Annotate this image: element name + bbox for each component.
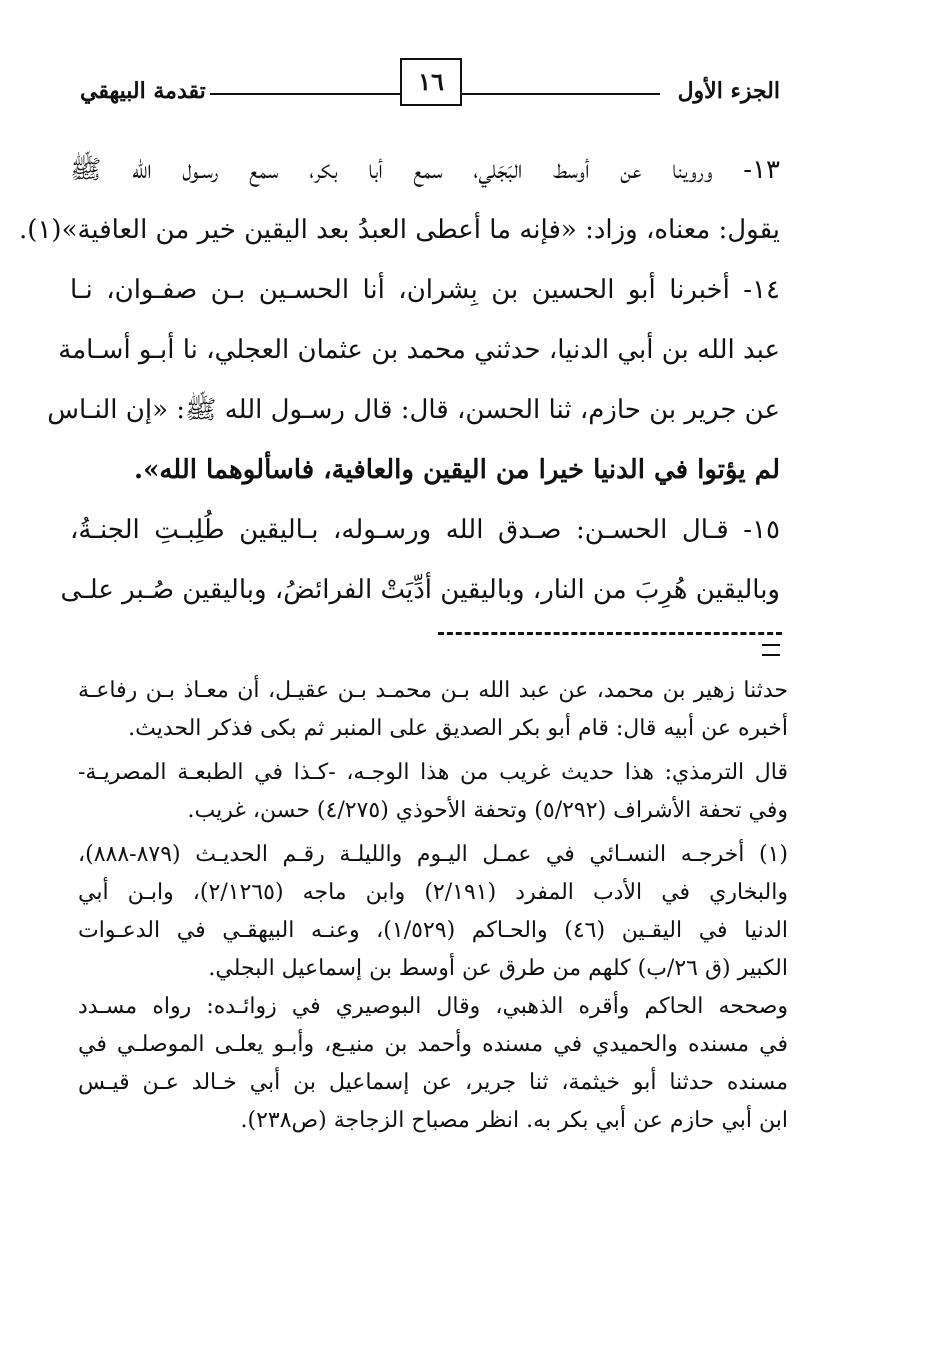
footnote-line: قال الترمذي: هذا حديث غريب من هذا الوجـه، -كـذا في الطبعـة المصريـة- bbox=[78, 760, 788, 785]
text-line: ١٣- وروينا عن أوسط البَجَلي، سمع أبا بكر، سمع رسـول الله ﷺ bbox=[70, 155, 780, 185]
running-header bbox=[80, 58, 780, 118]
text-line: عبد الله بن أبي الدنيا، حدثني محمد بن عثمان العجلي، نا أبـو أسـامة bbox=[58, 335, 780, 365]
equals-mark bbox=[762, 644, 780, 656]
header-rule-left bbox=[210, 93, 402, 95]
footnote-line: وفي تحفة الأشراف (٥/٢٩٢) وتحفة الأحوذي (٤/٢٧٥) حسن، غريب. bbox=[187, 798, 788, 823]
footnote-line: والبخاري في الأدب المفرد (٢/١٩١) وابن ماجه (٢/١٢٦٥)، وابـن أبي bbox=[78, 880, 788, 905]
book-title: تقدمة البيهقي bbox=[80, 78, 206, 104]
text-line: ١٥- قـال الحسـن: صـدق الله ورسـوله، بـاليقين طُلِبـتِ الجنـةُ، bbox=[70, 515, 780, 545]
footnote-line: ابن أبي حازم عن أبي بكر به. انظر مصباح الزجاجة (ص٢٣٨). bbox=[240, 1108, 788, 1133]
footnote-line: الدنيا في اليقـين (٤٦) والحـاكم (١/٥٢٩)، وعنـه البيهقـي في الدعـوات bbox=[78, 918, 788, 943]
text-line: يقول: معناه، وزاد: «فإنه ما أعطى العبدُ بعد اليقين خير من العافية»(١). bbox=[19, 215, 780, 245]
text-line: عن جرير بن حازم، ثنا الحسن، قال: قال رسـول الله ﷺ: «إن النـاس bbox=[47, 395, 780, 425]
page-number-box: ١٦ bbox=[400, 58, 462, 106]
footnote-line: وصححه الحاكم وأقره الذهبي، وقال البوصيري في زوائـده: رواه مسـدد bbox=[78, 994, 788, 1019]
main-text bbox=[19, 140, 780, 620]
footnote-line: في مسنده والحميدي في مسنده وأحمد بن منيـع، وأبـو يعلـى الموصلـي في bbox=[78, 1032, 788, 1057]
header-rule-right bbox=[460, 93, 660, 95]
footnote-line: (١) أخرجـه النسـائي في عمـل اليـوم والليلـة رقـم الحديـث (٨٧٩-٨٨٨)، bbox=[78, 842, 788, 867]
text-line: وباليقين هُرِبَ من النار، وباليقين أدِّيَتْ الفرائضُ، وباليقين صُـبر علـى bbox=[60, 575, 780, 605]
text-line: لم يؤتوا في الدنيا خيرا من اليقين والعافية، فاسألوهما الله». bbox=[134, 455, 780, 485]
footnote-line: الكبير (ق ٢٦/ب) كلهم من طرق عن أوسط بن إسماعيل البجلي. bbox=[208, 956, 788, 981]
footnotes bbox=[78, 672, 788, 1140]
footnote-line: أخبره عن أبيه قال: قام أبو بكر الصديق على المنبر ثم بكى فذكر الحديث. bbox=[128, 716, 788, 741]
volume-label: الجزء الأول bbox=[677, 78, 780, 104]
footnote-separator bbox=[438, 632, 782, 635]
text-line: ١٤- أخبرنا أبو الحسين بن بِشران، أنا الحسـين بـن صفـوان، نـا bbox=[70, 275, 780, 305]
dashed-rule bbox=[438, 632, 782, 635]
footnote-line: حدثنا زهير بن محمد، عن عبد الله بـن محمـد بـن عقيـل، أن معـاذ بـن رفاعـة bbox=[78, 678, 789, 703]
footnote-line: مسنده حدثنا أبو خيثمة، ثنا جرير، عن إسماعيل بن أبي خـالد عـن قيـس bbox=[78, 1070, 788, 1095]
